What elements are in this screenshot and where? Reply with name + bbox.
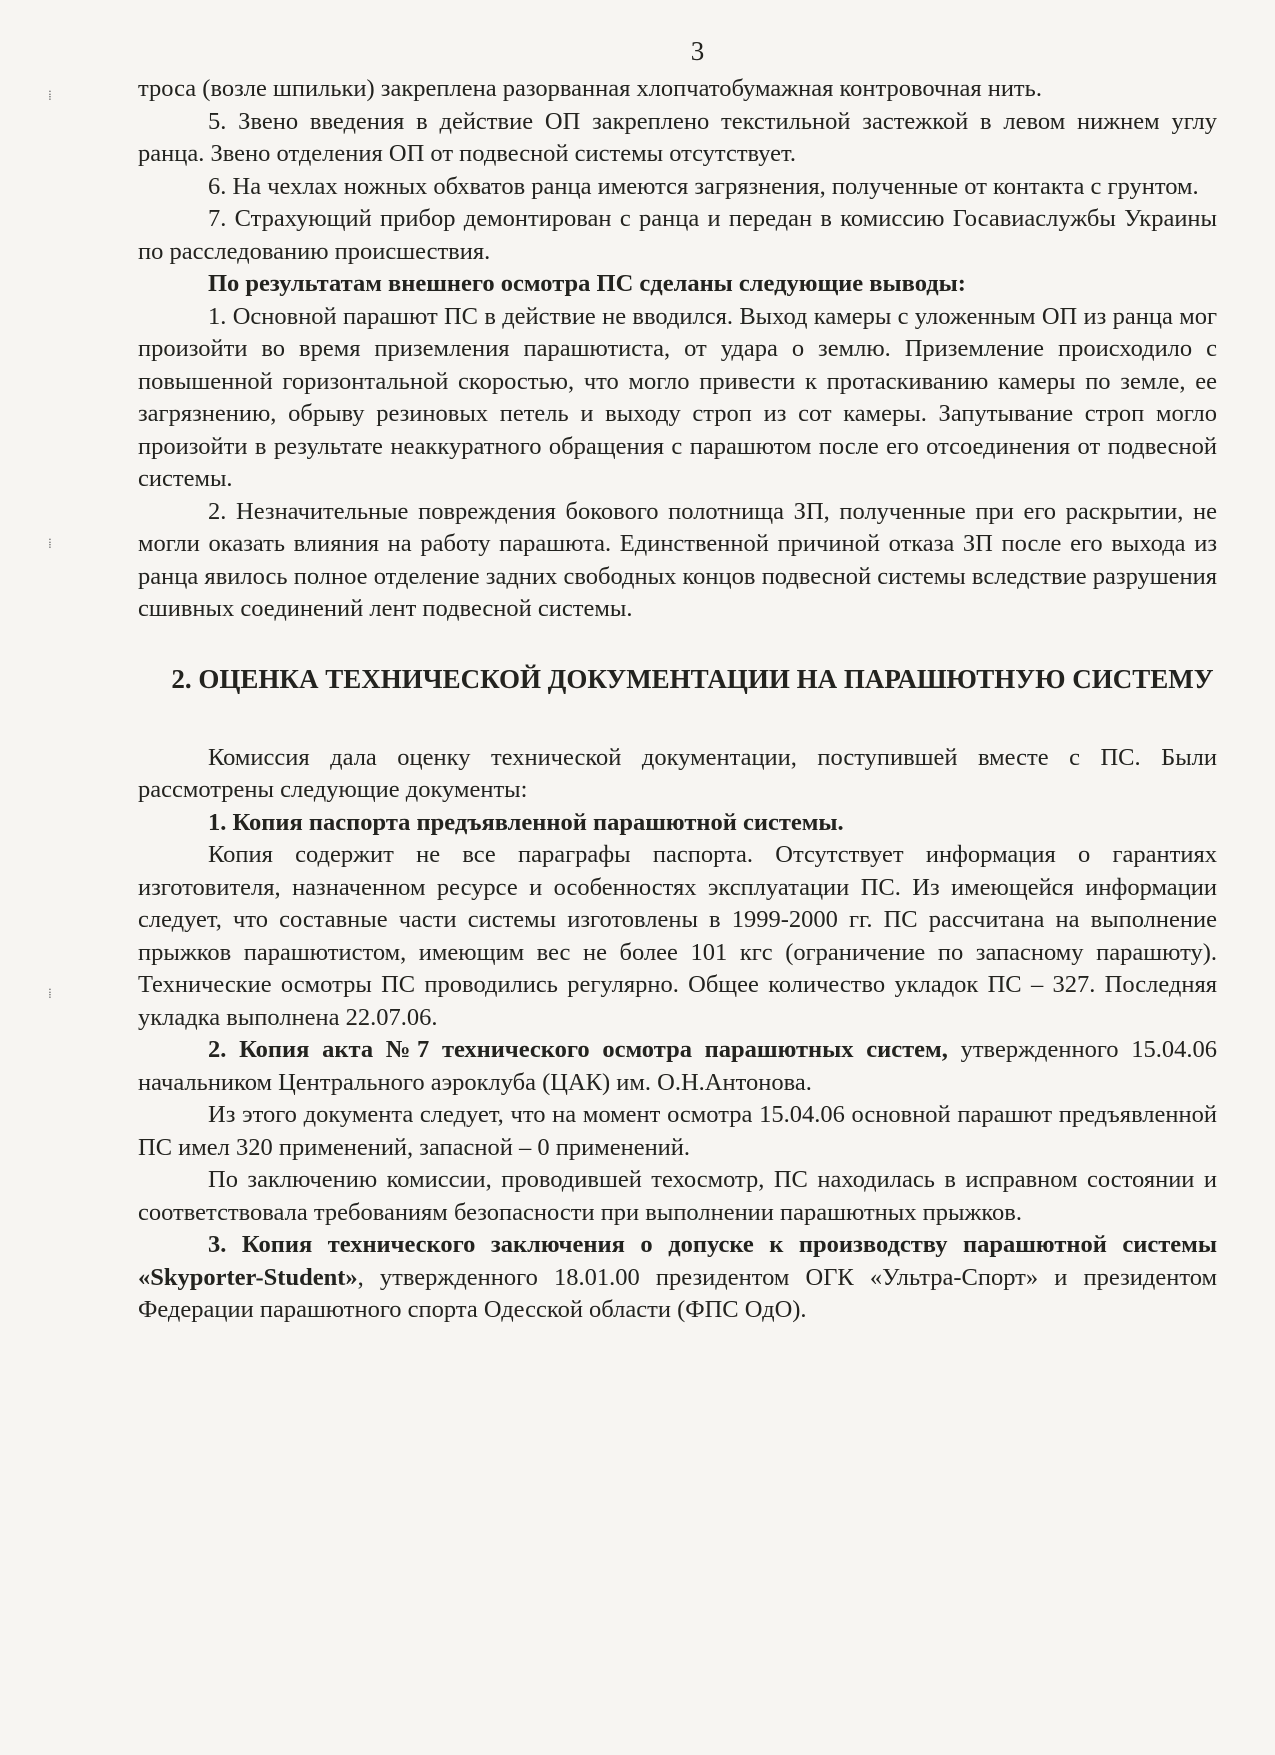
document-item-2-heading: Копия акта №7 технического осмотра парашютных систем, [239, 1036, 948, 1063]
document-item-3-heading: 3. Копия технического заключения о допуске к производству парашютной системы «Skyporter-Student» [138, 1231, 1217, 1291]
document-item-1-heading: 1. Копия паспорта предъявленной парашютной системы. [208, 808, 844, 836]
document-item-2-number: 2. [208, 1036, 227, 1063]
document-item-2 [138, 1034, 1217, 1099]
conclusion-1: 1. Основной парашют ПС в действие не вводился. Выход камеры с уложенным ОП из ранца мог произойти во время приземления парашютиста, от удара о землю. Приземление происходило с повышенной горизонтальной скоростью, что могло привести к протаскиванию камеры по земле, ее загрязнению, обрыву резиновых петель и выходу строп из сот камеры. Запутывание строп могло произойти в результате неаккуратного обращения с парашютом после его отсоединения от подвесной системы. [138, 302, 1217, 492]
paragraph-continued: троса (возле шпильки) закреплена разорванная хлопчатобумажная контровочная нить. [138, 75, 1042, 102]
document-item-2-paragraph-3: По заключению комиссии, проводившей техосмотр, ПС находилась в исправном состоянии и соответствовала требованиям безопасности при выполнении парашютных прыжков. [138, 1166, 1217, 1226]
document-item-3 [138, 1229, 1217, 1327]
paragraph-item-6: 6. На чехлах ножных обхватов ранца имеются загрязнения, полученные от контакта с грунтом. [208, 172, 1199, 200]
document-item-3-rest: , утвержденного 18.01.00 президентом ОГК «Ультра-Спорт» и президентом Федерации парашютного спорта Одесской области (ФПС ОдО). [138, 1263, 1217, 1323]
paragraph-item-5: 5. Звено введения в действие ОП закреплено текстильной застежкой в левом нижнем углу ранца. Звено отделения ОП от подвесной системы отсутствует. [138, 107, 1217, 167]
document-item-1-text: Копия содержит не все параграфы паспорта. Отсутствует информация о гарантиях изготовителя, назначенном ресурсе и особенностях эксплуатации ПС. Из имеющейся информации следует, что составные части системы изготовлены в 1999-2000 гг. ПС рассчитана на выполнение прыжков парашютистом, имеющим вес не более 101 кгс (ограничение по запасному парашюту). Технические осмотры ПС проводились регулярно. Общее количество укладок ПС – 327. Последняя укладка выполнена 22.07.06. [138, 841, 1217, 1031]
conclusion-2: 2. Незначительные повреждения бокового полотнища ЗП, полученные при его раскрытии, не могли оказать влияния на работу парашюта. Единственной причиной отказа ЗП после его выхода из ранца явилось полное отделение задних свободных концов подвесной системы вследствие разрушения сшивных соединений лент подвесной системы. [138, 497, 1217, 622]
section-intro: Комиссия дала оценку технической документации, поступившей вместе с ПС. Были рассмотрены следующие документы: [138, 743, 1217, 803]
document-item-2-paragraph-2: Из этого документа следует, что на момент осмотра 15.04.06 основной парашют предъявленной ПС имел 320 применений, запасной – 0 применений. [138, 1101, 1217, 1161]
margin-punch-mark: ⁞ [48, 89, 52, 104]
conclusions-heading: По результатам внешнего осмотра ПС сделаны следующие выводы: [208, 270, 966, 297]
margin-punch-mark: ⁞ [48, 987, 52, 1002]
margin-punch-mark: ⁞ [48, 537, 52, 552]
document-item-2-rest: утвержденного 15.04.06 начальником Центрального аэроклуба (ЦАК) им. О.Н.Антонова. [138, 1036, 1218, 1096]
paragraph-item-7: 7. Страхующий прибор демонтирован с ранца и передан в комиссию Госавиаслужбы Украины по расследованию происшествия. [138, 205, 1217, 265]
page-number: 3 [690, 36, 705, 66]
section-title: 2. ОЦЕНКА ТЕХНИЧЕСКОЙ ДОКУМЕНТАЦИИ НА ПАРАШЮТНУЮ СИСТЕМУ [171, 663, 1214, 694]
